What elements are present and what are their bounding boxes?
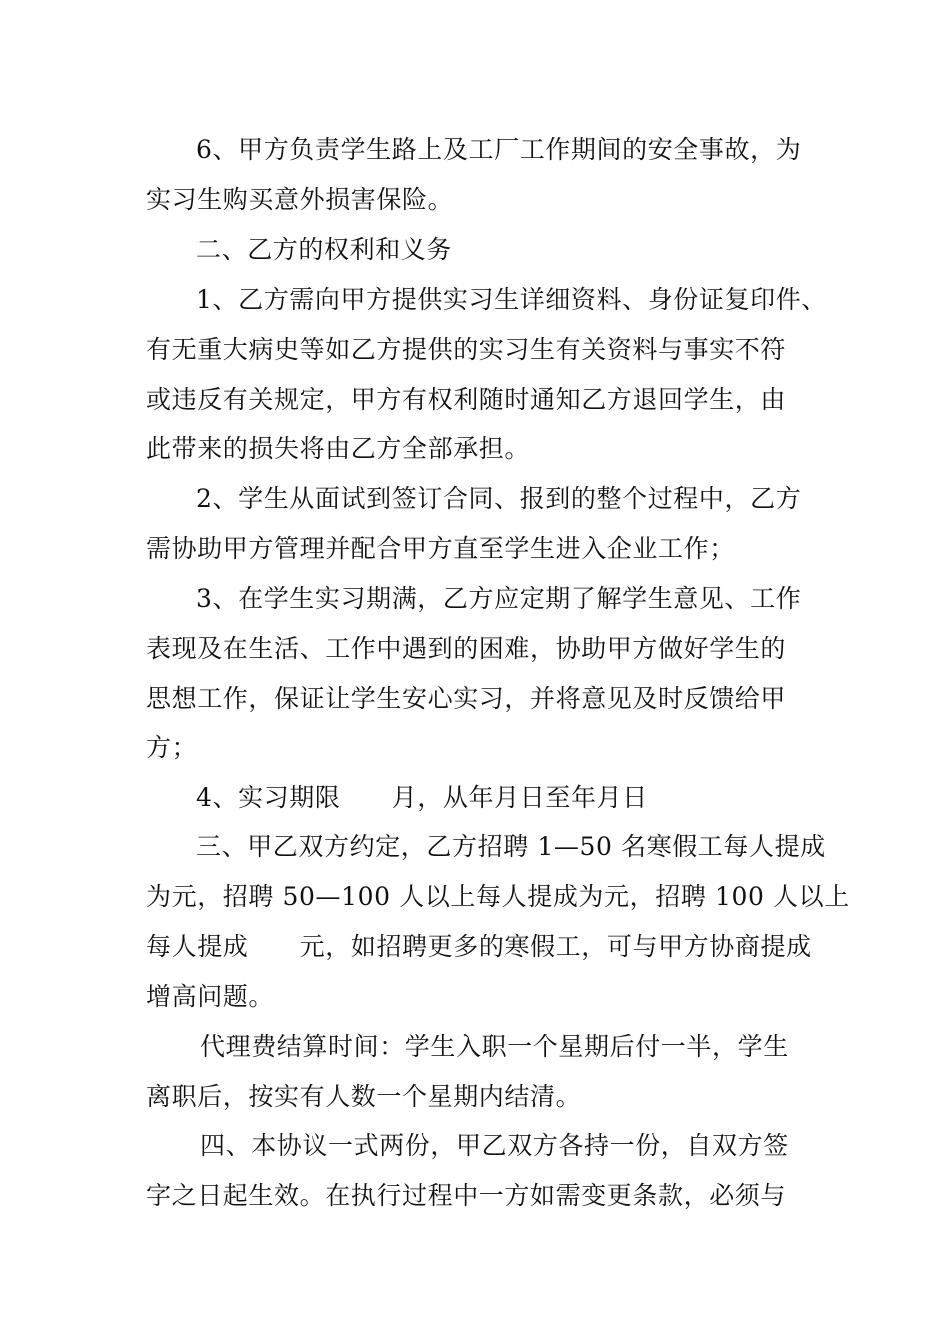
clause-b3-line-3: 思想工作，保证让学生安心实习，并将意见及时反馈给甲: [146, 684, 787, 713]
clause-b1-line-3: 或违反有关规定，甲方有权利随时通知乙方退回学生，由: [146, 385, 787, 414]
section-three-line-4: 增高问题。: [146, 982, 275, 1011]
clause-a6-line-2: 实习生购买意外损害保险。: [146, 185, 454, 214]
clause-b1-line-2: 有无重大病史等如乙方提供的实习生有关资料与事实不符: [146, 335, 787, 364]
clause-b2-line-2: 需协助甲方管理并配合甲方直至学生进入企业工作；: [146, 534, 735, 563]
section-three-line-2: 为元，招聘 50—100 人以上每人提成为元，招聘 100 人以上: [146, 882, 850, 911]
clause-b4-line-1: 4、实习期限 月，从年月日至年月日: [196, 783, 648, 812]
clause-b1-line-1: 1、乙方需向甲方提供实习生详细资料、身份证复印件、: [196, 285, 827, 314]
clause-b3-line-2: 表现及在生活、工作中遇到的困难，协助甲方做好学生的: [146, 634, 787, 663]
clause-b3-line-4: 方；: [146, 733, 198, 762]
section-three-line-1: 三、甲乙双方约定，乙方招聘 1—50 名寒假工每人提成: [196, 832, 826, 861]
fee-settlement-line-2: 离职后，按实有人数一个星期内结清。: [146, 1082, 582, 1111]
clause-b2-line-1: 2、学生从面试到签订合同、报到的整个过程中，乙方: [196, 484, 802, 513]
section-four-line-2: 字之日起生效。在执行过程中一方如需变更条款，必须与: [146, 1181, 787, 1210]
clause-a6-line-1: 6、甲方负责学生路上及工厂工作期间的安全事故，为: [196, 135, 802, 164]
section-four-line-1: 四、本协议一式两份，甲乙双方各持一份，自双方签: [200, 1131, 789, 1160]
clause-b3-line-1: 3、在学生实习期满，乙方应定期了解学生意见、工作: [196, 584, 802, 613]
section-heading-party-b: 二、乙方的权利和义务: [196, 235, 453, 264]
section-three-line-3: 每人提成 元，如招聘更多的寒假工，可与甲方协商提成: [146, 932, 812, 961]
fee-settlement-line-1: 代理费结算时间：学生入职一个星期后付一半，学生: [200, 1032, 789, 1061]
clause-b1-line-4: 此带来的损失将由乙方全部承担。: [146, 434, 531, 463]
